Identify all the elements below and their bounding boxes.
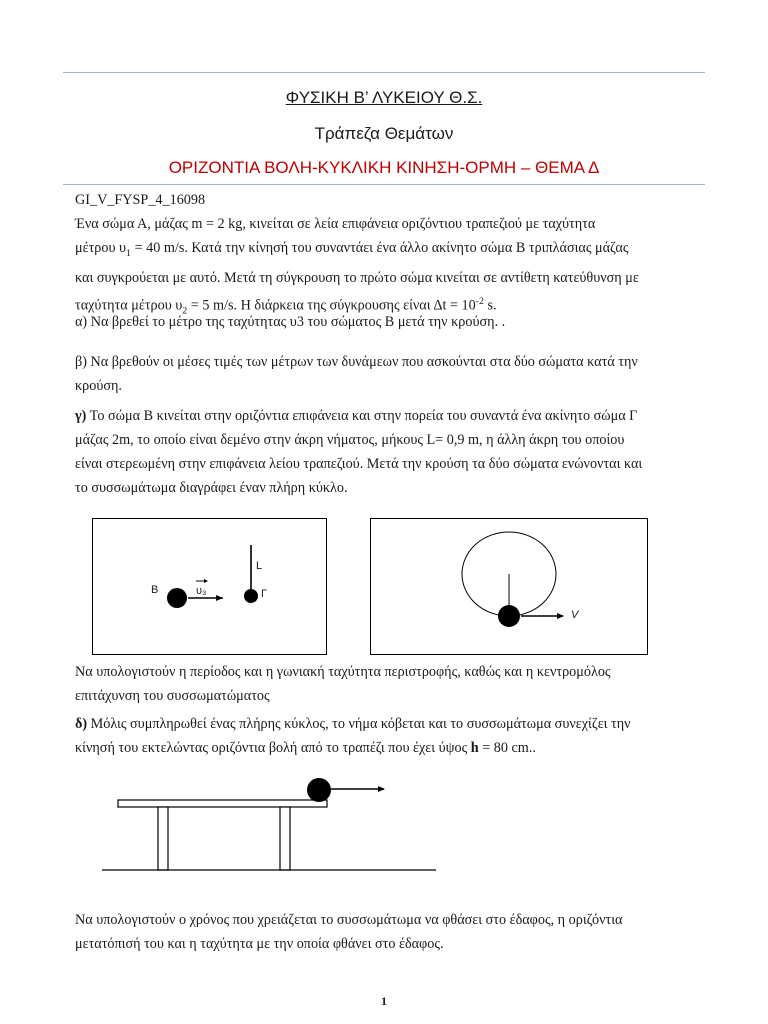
label-l: L xyxy=(256,560,263,572)
body-g-ball xyxy=(244,589,258,603)
figure-circular-drawing xyxy=(371,519,647,654)
question-c: γ) Το σώμα Β κινείται στην οριζόντια επιφάνεια και στην πορεία του συναντά ένα ακίνητο σώμα Γ μάζας 2m, το οποίο είναι δεμένο στην άκρη νήματος, μήκους L= 0,9 m, η άλλη άκρη του οποίου είναι στερεωμένη στην επιφάνεια λείου τραπεζιού. Μετά την κρούση τα δύο σώματα ενώνονται και το συσσωμάτωμα διαγράφει έναν πλήρη κύκλο. xyxy=(75,408,643,496)
label-v: V xyxy=(571,609,579,621)
page-title: ΦΥΣΙΚΗ Β’ ΛΥΚΕΙΟΥ Θ.Σ. xyxy=(285,88,483,107)
question-a: α) Να βρεθεί το μέτρο της ταχύτητας υ3 του σώματος Β μετά την κρούση. . xyxy=(75,314,506,330)
topic-heading: ΟΡΙΖΟΝΤΙΑ ΒΟΛΗ-ΚΥΚΛΙΚΗ ΚΙΝΗΣΗ-ΟΡΜΗ – ΘΕΜΑ Δ xyxy=(168,158,600,177)
combined-body-ball xyxy=(498,605,520,627)
figure-collision xyxy=(92,518,327,655)
figure-table xyxy=(0,772,768,872)
table-leg-right xyxy=(280,807,290,870)
table-top xyxy=(118,800,327,807)
header-rule xyxy=(63,184,705,185)
label-gamma: Γ xyxy=(261,588,268,600)
body-b-ball xyxy=(167,588,187,608)
label-b: B xyxy=(151,584,159,596)
page-number: 1 xyxy=(381,994,387,1008)
figure-collision-drawing xyxy=(93,519,326,654)
question-c-continued: Να υπολογιστούν η περίοδος και η γωνιακή ταχύτητα περιστροφής, καθώς και η κεντρομόλος επιτάχυνση του συσσωματώματος xyxy=(75,664,611,704)
table-leg-left xyxy=(158,807,168,870)
intro-paragraph: Ένα σώμα Α, μάζας m = 2 kg, κινείται σε λεία επιφάνεια οριζόντιου τραπεζιού με ταχύτητα μέτρου $\upsilon_1 = 40$ m/s. Κατά την κίνησή του συναντάει ένα άλλο ακίνητο σώμα Β τριπλάσιας μάζας και συγκρούεται με αυτό. Μετά τη σύγκρουση το πρώτο σώμα κινείται σε αντίθετη κατεύθυνση με ταχύτητα μέτρου $\upsilon_2 = 5$ m/s. Η διάρκεια της σύγκρουσης είναι $\Delta t = 10^{-2}$ s. xyxy=(75,216,639,317)
page-subtitle: Τράπεζα Θεμάτων xyxy=(314,124,454,143)
figure-circular-motion xyxy=(370,518,648,655)
velocity-arrowhead xyxy=(216,595,223,601)
label-v3: υ₃ xyxy=(196,585,207,597)
question-d: δ) Μόλις συμπληρωθεί ένας πλήρης κύκλος, το νήμα κόβεται και το συσσωμάτωμα συνεχίζει την κίνησή του εκτελώντας οριζόντια βολή από το τραπέζι που έχει ύψος h = 80 cm.. xyxy=(75,716,631,756)
projectile-ball xyxy=(307,778,331,802)
final-question: Να υπολογιστούν ο χρόνος που χρειάζεται το συσσωμάτωμα να φθάσει στο έδαφος, η οριζόντια μετατόπισή του και η ταχύτητα με την οποία φθάνει στο έδαφος. xyxy=(75,912,623,952)
question-b: β) Να βρεθούν οι μέσες τιμές των μέτρων των δυνάμεων που ασκούνται στα δύο σώματα κατά την κρούση. xyxy=(75,354,638,394)
top-rule xyxy=(63,72,705,73)
question-code: GI_V_FYSP_4_16098 xyxy=(75,192,206,208)
